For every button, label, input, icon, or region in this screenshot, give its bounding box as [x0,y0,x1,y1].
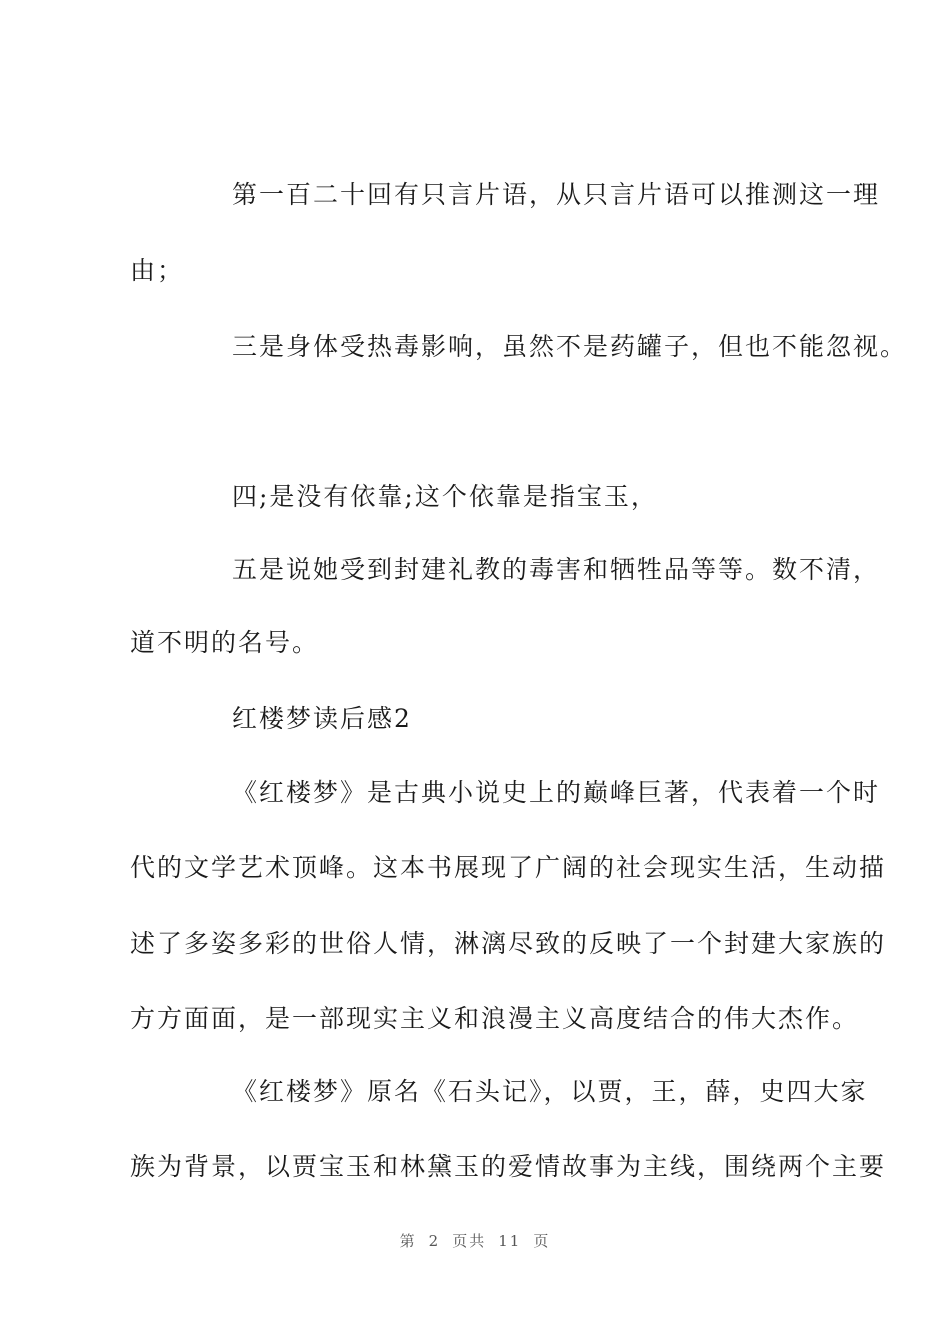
paragraph-4-line-2: 道不明的名号。 [130,628,320,657]
footer-middle: 页共 [452,1232,487,1250]
section-heading: 红楼梦读后感2 [232,704,412,733]
footer-current-page: 2 [428,1232,441,1250]
paragraph-6-line-1: 《红楼梦》是古典小说史上的巅峰巨著，代表着一个时 [232,778,881,807]
footer-total-pages: 11 [498,1232,522,1250]
paragraph-7-line-1: 《红楼梦》原名《石头记》，以贾，王，薛，史四大家 [232,1077,868,1106]
footer-prefix: 第 [399,1232,417,1250]
footer-suffix: 页 [533,1232,551,1250]
paragraph-6-line-4: 方方面面，是一部现实主义和浪漫主义高度结合的伟大杰作。 [130,1004,860,1033]
paragraph-1-line-2: 由； [130,256,185,285]
paragraph-6-line-3: 述了多姿多彩的世俗人情，淋漓尽致的反映了一个封建大家族的 [130,929,887,958]
paragraph-3-line-1: 四;是没有依靠;这个依靠是指宝玉， [232,482,658,511]
paragraph-1-line-1: 第一百二十回有只言片语，从只言片语可以推测这一理 [232,180,881,209]
paragraph-4-line-1: 五是说她受到封建礼教的毒害和牺牲品等等。数不清， [232,555,881,584]
page-footer [0,1230,950,1251]
paragraph-7-line-2: 族为背景，以贾宝玉和林黛玉的爱情故事为主线，围绕两个主要 [130,1152,887,1181]
paragraph-2-line-1: 三是身体受热毒影响，虽然不是药罐子，但也不能忽视。 [232,332,908,361]
paragraph-6-line-2: 代的文学艺术顶峰。这本书展现了广阔的社会现实生活，生动描 [130,853,887,882]
